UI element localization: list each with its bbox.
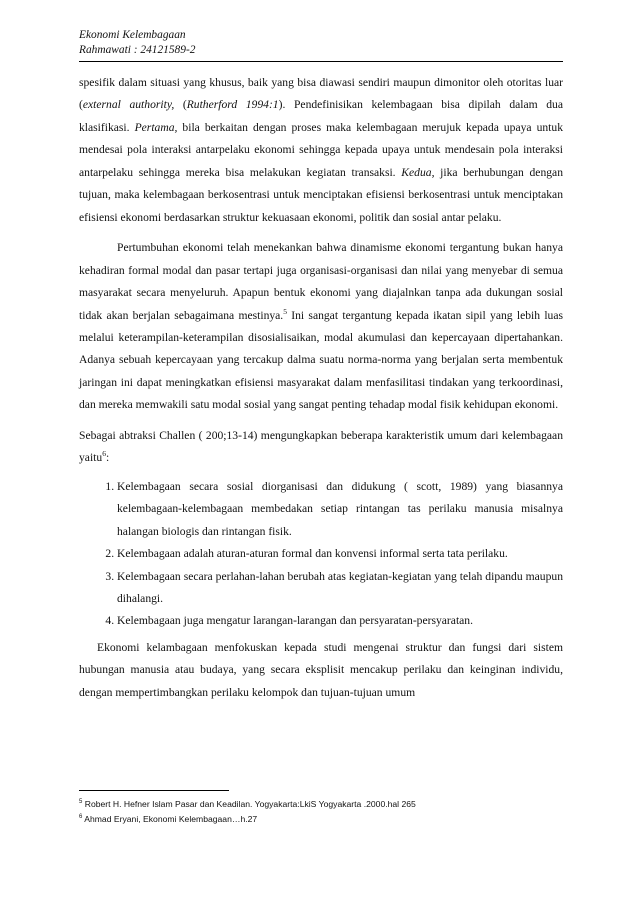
list-item: 3. Kelembagaan secara perlahan-lahan berubah atas kegiatan-kegiatan yang telah dipandu maupun dihalangi.: [117, 566, 563, 611]
footnotes: [79, 797, 563, 826]
para1-text-4: bila berkaitan dengan proses maka kelembagaan merujuk kepada upaya untuk mendesai pola interaksi antarpelaku ekonomi sehingga kepada upaya untuk mendesain pola interaksi antarpelaku sehingga mereka bisa melakukan kegiatan transaksi.: [79, 120, 563, 179]
para3-text-1: Sebagai abtraksi Challen ( 200;13-14) mengungkapkan beberapa karakteristik umum dari kelembagaan yaitu: [79, 428, 563, 465]
page-header: [79, 28, 563, 57]
footnote-number: 5: [79, 799, 83, 806]
characteristics-list: [79, 476, 563, 633]
paragraph-1: [79, 72, 563, 229]
footnote-number: 6: [79, 813, 83, 820]
para1-text-5: jika berhubungan dengan tujuan, maka kelembagaan berkosentrasi untuk menciptakan efisiensi berkosentrasi untuk menciptakan efisiensi ekonomi berdasarkan struktur kekuasaan ekonomi, politik dan sosial antar pelaku.: [79, 165, 563, 224]
paragraph-4: Ekonomi kelambagaan menfokuskan kepada studi mengenai struktur dan fungsi dari sistem hubungan manusia atau budaya, yang secara eksplisit mencakup perilaku dan keinginan individu, dengan mempertimbangkan perilaku kelompok dan tujuan-tujuan umum: [79, 640, 563, 699]
paragraph-2: [79, 237, 563, 417]
para2-text-2: Ini sangat tergantung kepada ikatan sipil yang lebih luas melalui keterampilan-keterampilan disosialisaikan, modal akumulasi dan kepercayaan dipertahankan. Adanya sebuah kepercayaan yang tercakup dalma suatu norma-norma yang berjalan serta membentuk jaringan ini dapat meningkatkan efisiensi masyarakat dalam menfasilitasi tindakan yang terkoordinasi, dan mereka memwakili satu modal sosial yang sangat penting tehadap modal fisik kehidupan ekonomi.: [79, 308, 564, 412]
para1-italic-2: Rutherford 1994:1: [186, 98, 279, 112]
list-item: 2. Kelembagaan adalah aturan-aturan formal dan konvensi informal serta tata perilaku.: [117, 543, 563, 565]
footnote-divider: [79, 790, 229, 791]
header-divider: [79, 61, 563, 62]
footnote-6: [79, 812, 563, 827]
header-title: Ekonomi Kelembagaan: [79, 29, 186, 41]
para1-text-3: ). Pendefinisikan kelembagaan bisa dipilah dalam dua klasifikasi.: [79, 98, 563, 134]
para1-text-1: spesifik dalam situasi yang khusus, baik yang bisa diawasi sendiri maupun dimonitor oleh otoritas luar (: [79, 76, 563, 112]
footnote-text: Robert H. Hefner Islam Pasar dan Keadilan. Yogyakarta:LkiS Yogyakarta .2000.hal 265: [82, 799, 416, 809]
para1-italic-3: Pertama,: [134, 120, 178, 134]
footnote-ref-6[interactable]: 6: [102, 449, 106, 459]
document-body: [79, 72, 563, 704]
list-item: 4. Kelembagaan juga mengatur larangan-larangan dan persyaratan-persyaratan.: [117, 610, 563, 632]
paragraph-3: [79, 425, 563, 470]
footnote-ref-5[interactable]: 5: [283, 306, 287, 316]
footnote-5: [79, 797, 563, 812]
para3-text-2: :: [105, 451, 110, 465]
para1-italic-1: external authority,: [82, 98, 175, 112]
footnote-text: Ahmad Eryani, Ekonomi Kelembagaan…h.27: [82, 813, 258, 824]
para1-italic-4: Kedua,: [401, 165, 435, 179]
para2-text-1: Pertumbuhan ekonomi telah menekankan bahwa dinamisme ekonomi tergantung bukan hanya kehadiran formal modal dan pasar tertapi juga organisasi-organisasi dan nilai yang menyebar di semua masyarakat secara menyeluruh. Apapun bentuk ekonomi yang diajalnkan tanpa ada dukungan sosial tidak akan berjalan sebagaimana mestinya.: [79, 241, 563, 322]
list-item: 1. Kelembagaan secara sosial diorganisasi dan didukung ( scott, 1989) yang biasannya kelembagaan-kelembagaan membedakan setiap rintangan tas perilaku manusia misalnya halangan biologis dan rintangan fisik.: [117, 476, 563, 543]
header-author: Rahmawati : 24121589-2: [79, 43, 196, 56]
para1-text-2: (: [174, 98, 187, 112]
